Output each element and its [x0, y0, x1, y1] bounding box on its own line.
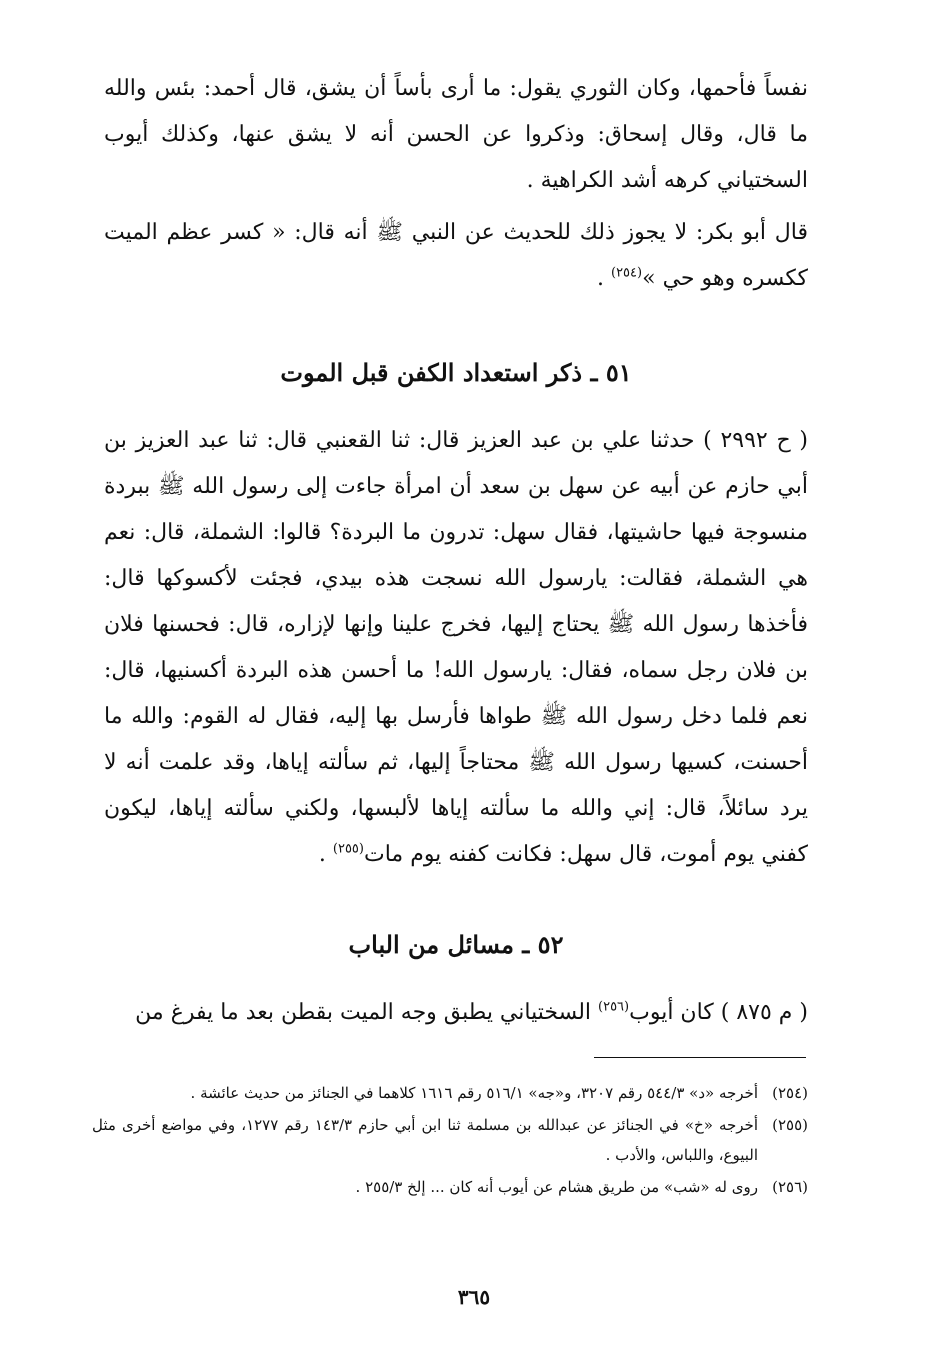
page-number: ٣٦٥: [457, 1285, 491, 1309]
footnote-number: (٢٥٤): [772, 1084, 808, 1102]
footnote-item: [92, 1172, 808, 1202]
chapter-52-text-b: السختياني يطبق وجه الميت بقطن بعد ما يفرغ من: [135, 1000, 599, 1025]
intro-text-2-end: .: [597, 266, 611, 291]
footnote-text: روى له «شب» من طريق هشام عن أيوب أنه كان ... إلخ ٢٥٥/٣ .: [355, 1178, 758, 1196]
footnote-ref-254: (٢٥٤): [611, 265, 643, 281]
intro-paragraph-2: [104, 210, 808, 302]
footnote-divider: [594, 1057, 806, 1058]
intro-text-2: قال أبو بكر: لا يجوز ذلك للحديث عن النبي ﷺ أنه قال: « كسر عظم الميت ككسره وهو حي »: [104, 220, 808, 291]
chapter-51-text: ( ح ٢٩٩٢ ) حدثنا علي بن عبد العزيز قال: ثنا القعنبي قال: ثنا عبد العزيز بن أبي حازم عن أبيه عن سهل بن سعد أن امرأة جاءت إلى رسول الله ﷺ ببردة منسوجة فيها حاشيتها، فقال سهل: تدرون ما البردة؟ قالوا: الشملة، قال: نعم هي الشملة، فقالت: يارسول الله نسجت هذه بيدي، فجئت لأكسوكها قال: فأخذها رسول الله ﷺ يحتاج إليها، فخرج علينا وإنها لإزاره، قال: فحسنها فلان بن فلان رجل سماه، فقال: يارسول الله! ما أحسن هذه البردة أكسنيها، قال: نعم فلما دخل رسول الله ﷺ طواها فأرسل بها إليه، فقال له القوم: والله ما أحسنت، كسيها رسول الله ﷺ محتاجاً إليها، ثم سألته إياها، وقد علمت أنه لا يرد سائلاً، قال: إني والله ما سألته إياها لألبسها، ولكني سألته إياها، ليكون كفني يوم أموت، قال سهل: فكانت كفنه يوم مات: [104, 428, 808, 867]
footnote-item: [92, 1110, 808, 1170]
footnotes: [92, 1078, 808, 1204]
intro-paragraph-1: [104, 66, 808, 204]
chapter-52-body: [104, 990, 808, 1036]
footnote-item: [92, 1078, 808, 1108]
footnote-text: أخرجه «د» ٥٤٤/٣ رقم ٣٢٠٧، و«جه» ٥١٦/١ رقم ١٦١٦ كلاهما في الجنائز من حديث عائشة .: [190, 1084, 758, 1102]
intro-text-1: نفساً فأحمها، وكان الثوري يقول: ما أرى بأساً أن يشق، قال أحمد: بئس والله ما قال، وقال إسحاق: وذكروا عن الحسن أنه لا يشق عنها، وكذلك أيوب السختياني كرهه أشد الكراهية .: [104, 76, 808, 193]
footnote-number: (٢٥٥): [772, 1116, 808, 1134]
chapter-51-heading: ٥١ ـ ذكر استعداد الكفن قبل الموت: [280, 358, 632, 387]
chapter-52-heading: ٥٢ ـ مسائل من الباب: [348, 930, 564, 959]
chapter-52-text-a: ( م ٨٧٥ ) كان أيوب: [629, 1000, 808, 1025]
footnote-ref-255: (٢٥٥): [332, 841, 364, 857]
footnote-text: أخرجه «خ» في الجنائز عن عبدالله بن مسلمة ثنا ابن أبي حازم ١٤٣/٣ رقم ١٢٧٧، وفي مواضع أخرى مثل البيوع، واللباس، والأدب .: [92, 1116, 758, 1164]
chapter-51-body: [104, 418, 808, 878]
footnote-ref-256: (٢٥٦): [598, 999, 630, 1015]
chapter-51-text-end: .: [318, 842, 333, 867]
footnote-number: (٢٥٦): [772, 1178, 808, 1196]
